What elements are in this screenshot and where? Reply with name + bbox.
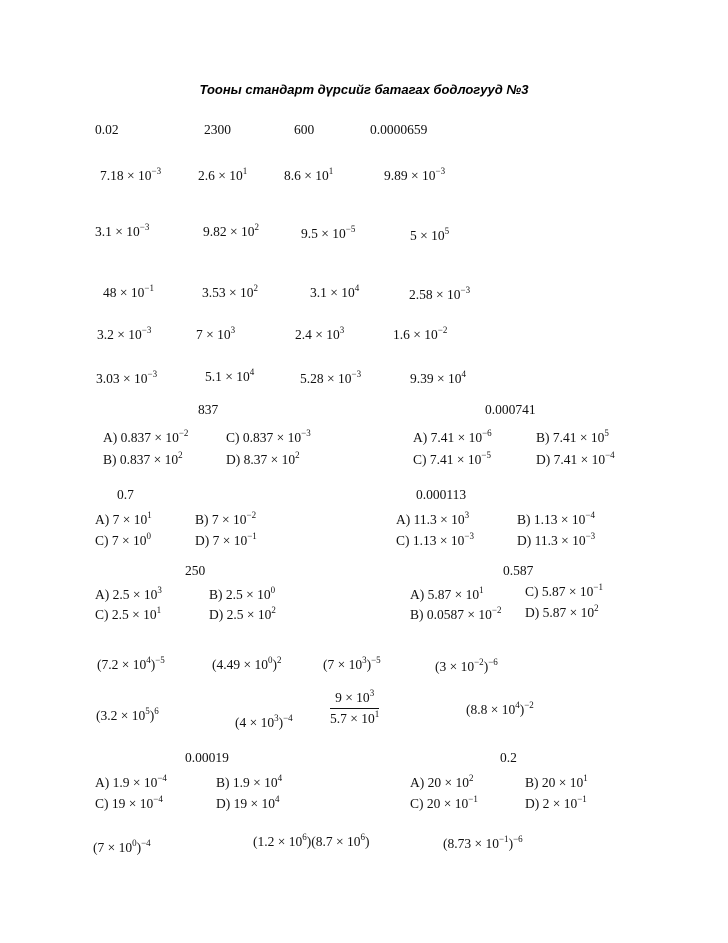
number-item: $3.53 \times 10^2$ — [202, 283, 258, 300]
question-number: 0.587 — [503, 563, 534, 578]
number-item: 0.0000659 — [370, 122, 428, 137]
option-b: B) $2.5 \times 10^0$ — [209, 585, 276, 602]
number-item: $7.18 \times 10^{-3}$ — [100, 166, 162, 183]
page-title: Тооны стандарт дүрсийг батагах бодлогууд №3 — [199, 82, 529, 97]
number-item: 0.02 — [95, 122, 119, 137]
option-c: C) $2.5 \times 10^1$ — [95, 605, 162, 622]
number-item: $2.4 \times 10^3$ — [295, 325, 345, 342]
option-d: D) $8.37 \times 10^2$ — [226, 450, 300, 467]
expression: $(8.73 \times 10^{-1})^{-6}$ — [443, 834, 523, 851]
number-item: $3.03 \times 10^{-3}$ — [96, 369, 158, 386]
number-item: $8.6 \times 10^1$ — [284, 166, 334, 183]
option-a: A) $7 \times 10^1$ — [95, 510, 152, 527]
number-item: $2.58 \times 10^{-3}$ — [409, 285, 471, 302]
option-d: D) $11.3 \times 10^{-3}$ — [517, 531, 596, 548]
expression: $(3 \times 10^{-2})^{-6}$ — [435, 657, 498, 674]
option-b: B) $1.13 \times 10^{-4}$ — [517, 510, 595, 527]
number-item: $7 \times 10^3$ — [196, 325, 236, 342]
fraction-numerator: $9 \times 10^3$ — [330, 690, 379, 709]
number-item: $5.28 \times 10^{-3}$ — [300, 369, 362, 386]
expression: $(4.49 \times 10^0)^2$ — [212, 655, 282, 672]
fraction-denominator: $5.7 \times 10^1$ — [330, 709, 380, 726]
number-item: $9.5 \times 10^{-5}$ — [301, 224, 356, 241]
question-number: 0.7 — [117, 487, 134, 502]
option-d: D) $2 \times 10^{-1}$ — [525, 794, 587, 811]
question-number: 0.000741 — [485, 402, 536, 417]
expression: $(1.2 \times 10^6)(8.7 \times 10^6)$ — [253, 832, 370, 849]
number-item: $2.6 \times 10^1$ — [198, 166, 248, 183]
number-item: $3.2 \times 10^{-3}$ — [97, 325, 152, 342]
question-number: 837 — [198, 402, 219, 417]
option-b: B) $1.9 \times 10^4$ — [216, 773, 283, 790]
number-item: $48 \times 10^{-1}$ — [103, 283, 154, 300]
number-item: $3.1 \times 10^4$ — [310, 283, 360, 300]
question-number: 0.00019 — [185, 750, 229, 765]
question-number: 0.2 — [500, 750, 517, 765]
option-d: D) $5.87 \times 10^2$ — [525, 603, 599, 620]
option-b: B) $0.837 \times 10^2$ — [103, 450, 183, 467]
option-c: C) $20 \times 10^{-1}$ — [410, 794, 478, 811]
number-item: $9.82 \times 10^2$ — [203, 222, 259, 239]
option-a: A) $20 \times 10^2$ — [410, 773, 474, 790]
option-a: A) $0.837 \times 10^{-2}$ — [103, 428, 189, 445]
fraction-expression — [330, 690, 379, 727]
number-item: 2300 — [204, 122, 231, 137]
number-item: 600 — [294, 122, 315, 137]
number-item: $9.89 \times 10^{-3}$ — [384, 166, 446, 183]
option-b: B) $0.0587 \times 10^{-2}$ — [410, 605, 502, 622]
expression: $(4 \times 10^3)^{-4}$ — [235, 713, 293, 730]
option-a: A) $7.41 \times 10^{-6}$ — [413, 428, 492, 445]
option-c: C) $7 \times 10^0$ — [95, 531, 151, 548]
option-c: C) $1.13 \times 10^{-3}$ — [396, 531, 474, 548]
number-item: $3.1 \times 10^{-3}$ — [95, 222, 150, 239]
option-d: D) $7 \times 10^{-1}$ — [195, 531, 257, 548]
option-a: A) $5.87 \times 10^1$ — [410, 585, 484, 602]
number-item: $1.6 \times 10^{-2}$ — [393, 325, 448, 342]
option-a: A) $11.3 \times 10^3$ — [396, 510, 470, 527]
option-c: C) $19 \times 10^{-4}$ — [95, 794, 163, 811]
option-c: C) $5.87 \times 10^{-1}$ — [525, 582, 603, 599]
option-b: B) $7.41 \times 10^5$ — [536, 428, 609, 445]
option-a: A) $1.9 \times 10^{-4}$ — [95, 773, 167, 790]
option-a: A) $2.5 \times 10^3$ — [95, 585, 162, 602]
question-number: 250 — [185, 563, 206, 578]
expression: $(8.8 \times 10^4)^{-2}$ — [466, 700, 534, 717]
number-item: $5 \times 10^5$ — [410, 226, 450, 243]
question-number: 0.000113 — [416, 487, 467, 502]
number-item: $9.39 \times 10^4$ — [410, 369, 466, 386]
expression: $(7.2 \times 10^4)^{-5}$ — [97, 655, 165, 672]
expression: $(7 \times 10^3)^{-5}$ — [323, 655, 381, 672]
number-item: $5.1 \times 10^4$ — [205, 367, 255, 384]
option-c: C) $7.41 \times 10^{-5}$ — [413, 450, 491, 467]
expression: $(3.2 \times 10^5)^6$ — [96, 706, 159, 723]
expression: $(7 \times 10^0)^{-4}$ — [93, 838, 151, 855]
option-c: C) $0.837 \times 10^{-3}$ — [226, 428, 311, 445]
option-d: D) $2.5 \times 10^2$ — [209, 605, 276, 622]
option-d: D) $7.41 \times 10^{-4}$ — [536, 450, 615, 467]
option-d: D) $19 \times 10^4$ — [216, 794, 280, 811]
option-b: B) $7 \times 10^{-2}$ — [195, 510, 257, 527]
option-b: B) $20 \times 10^1$ — [525, 773, 588, 790]
